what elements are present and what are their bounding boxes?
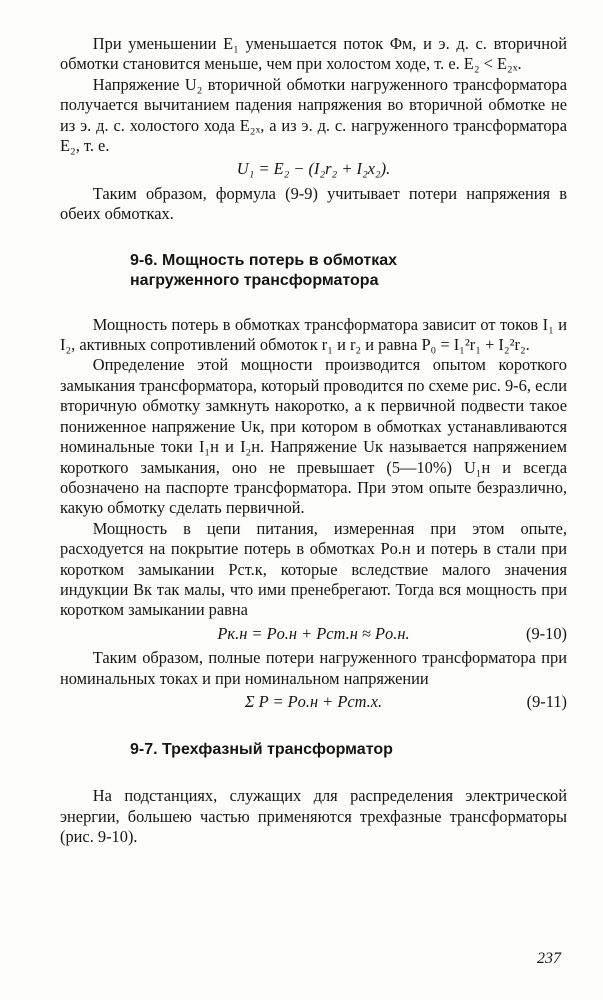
section-heading-9-7: 9-7. Трехфазный трансформатор <box>130 741 393 759</box>
formula-short-circuit-power <box>60 624 567 644</box>
section-heading-9-6-line1: 9-6. Мощность потерь в обмотках <box>130 251 398 269</box>
formula-number-9-11: (9-11) <box>526 691 567 711</box>
paragraph-3: Таким образом, формула (9-9) учитывает потери напряжения в обеих обмотках. <box>60 183 567 224</box>
paragraph-7: Таким образом, полные потери нагруженного трансформатора при номинальных токах и при номинальном напряжении <box>60 648 567 688</box>
formula-short-circuit-power-text: Pк.н = Pо.н + Pст.н ≈ Pо.н. <box>217 623 410 643</box>
paragraph-5: Определение этой мощности производится опытом короткого замыкания трансформатора, который проводится по схеме рис. 9-6, если вторичную обмотку замкнуть накоротко, а к первичной подвести такое пониженное напряжение Uк, при котором в обмотках устанавливаются номинальные токи I₁н и I₂н. Напряжение Uк называется напряжением короткого замыкания, оно не превышает (5—10%) U₁н и всегда обозначено на паспорте трансформатора. При этом опыте безразлично, какую обмотку сделать первичной. <box>60 355 567 518</box>
formula-voltage-text: U₁ = E₂ − (I₂r₂ + I₂x₂). <box>236 159 391 179</box>
paragraph-8: На подстанциях, служащих для распределения электрической энергии, большею частью применяются трехфазные трансформаторы (рис. 9-10). <box>60 786 567 847</box>
section-heading-9-6-line2: нагруженного трансформатора <box>130 271 379 289</box>
page-number: 237 <box>537 950 561 967</box>
formula-total-losses-text: Σ P = Pо.н + Pст.х. <box>244 691 383 711</box>
formula-voltage <box>60 159 567 179</box>
paragraph-4: Мощность потерь в обмотках трансформатора зависит от токов I₁ и I₂, активных сопротивлений обмоток r₁ и r₂ и равна P₀ = I₁²r₁ + I₂²r₂. <box>60 314 567 355</box>
section-heading-9-6 <box>130 251 567 291</box>
paragraph-2: Напряжение U₂ вторичной обмотки нагруженного трансформатора получается вычитанием падения напряжения во вторичной обмотке не из э. д. с. холостого хода E₂ₓ, а из э. д. с. нагруженного трансформатора E₂, т. е. <box>60 74 567 156</box>
paragraph-6: Мощность в цепи питания, измеренная при этом опыте, расходуется на покрытие потерь в обмотках Pо.н и потерь в стали при коротком замыкании Pст.к, которые вследствие малого значения индукции Bк так малы, что ими пренебрегают. Тогда вся мощность при коротком замыкании равна <box>60 518 567 620</box>
formula-total-losses <box>60 692 567 712</box>
paragraph-1: При уменьшении E₁ уменьшается поток Φм, и э. д. с. вторичной обмотки становится меньше, чем при холостом ходе, т. е. E₂ < E₂ₓ. <box>60 34 567 74</box>
formula-number-9-10: (9-10) <box>526 623 567 643</box>
page-text <box>60 34 567 848</box>
